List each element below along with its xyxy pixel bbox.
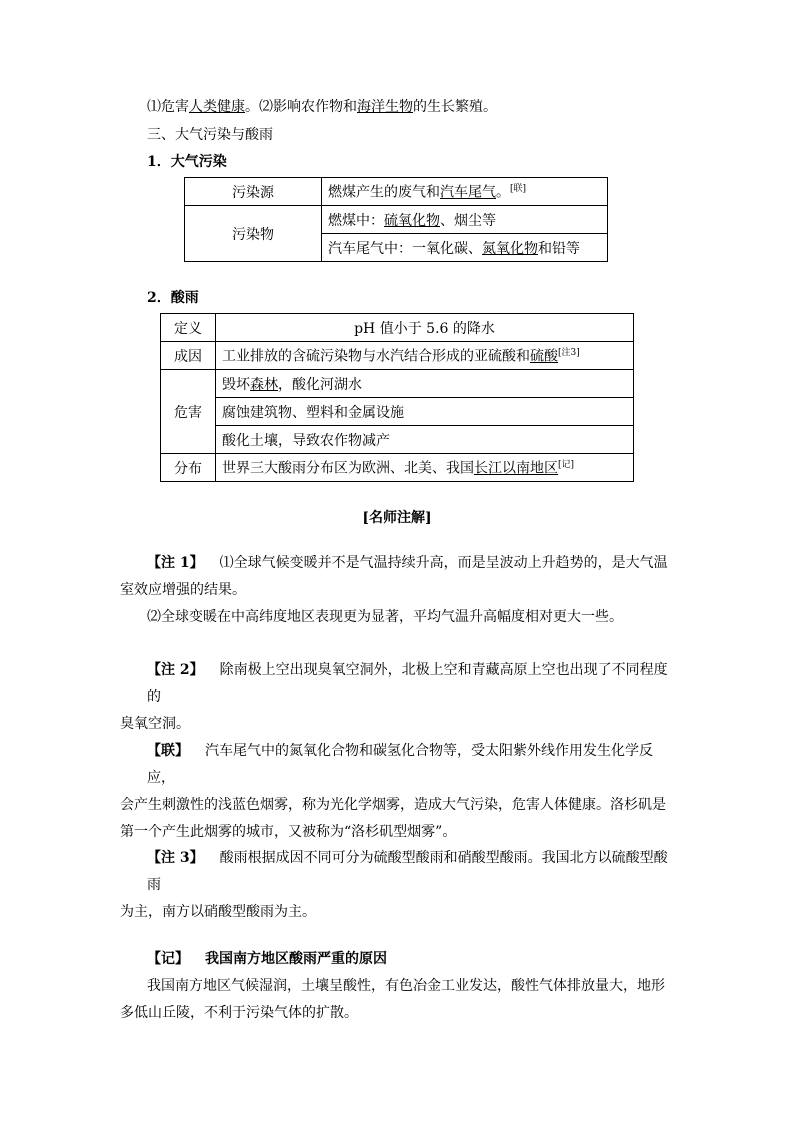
table-cell-value: 汽车尾气中：一氧化碳、氮氧化物和铅等 <box>322 234 608 262</box>
table-cell-value: 腐蚀建筑物、塑料和金属设施 <box>216 398 634 426</box>
table-cell-label: 分布 <box>161 454 216 482</box>
note-tag: 【注 2】 <box>147 662 204 678</box>
table-cell-value: 工业排放的含硫污染物与水汽结合形成的亚硫酸和硫酸[注3] <box>216 342 634 370</box>
notes-heading: [名师注解] <box>362 510 432 526</box>
table-cell-value: 酸化土壤，导致农作物减产 <box>216 426 634 454</box>
footnote-mark: [记] <box>558 460 575 471</box>
underlined-term: 人类健康 <box>189 99 245 115</box>
table-cell-label: 危害 <box>161 370 216 454</box>
table-row <box>185 206 608 234</box>
acid-rain-table <box>160 313 634 482</box>
note-tag: 【注 3】 <box>147 850 204 866</box>
table-cell-value: 世界三大酸雨分布区为欧洲、北美、我国长江以南地区[记] <box>216 454 634 482</box>
table-cell-value: 燃煤产生的废气和汽车尾气。[联] <box>322 178 608 206</box>
note-lian: 【联】 汽车尾气中的氮氧化合物和碳氢化合物等，受太阳紫外线作用发生化学反应， 会产生刺激性的浅蓝色烟雾，称为光化学烟雾，造成大气污染，危害人体健康。洛杉矶是 第一个产生此烟雾的城市，又被称为“洛杉矶型烟雾”。 <box>120 743 666 840</box>
table-cell-value: 燃煤中：硫氧化物、烟尘等 <box>322 206 608 234</box>
footnote-mark: [注3] <box>558 348 580 359</box>
underlined-term: 海洋生物 <box>357 99 413 115</box>
table-row <box>161 398 634 426</box>
note-3: 【注 3】 酸雨根据成因不同可分为硫酸型酸雨和硝酸型酸雨。我国北方以硫酸型酸雨 为主，南方以硝酸型酸雨为主。 <box>120 850 668 920</box>
note-tag: 【联】 <box>147 743 189 759</box>
note-tag: 【记】 <box>147 951 189 967</box>
health-impact-line: ⑴危害人类健康。⑵影响农作物和海洋生物的生长繁殖。 <box>147 99 497 115</box>
table-row <box>161 314 634 342</box>
note-tag: 【注 1】 <box>147 555 204 571</box>
footnote-mark: [联] <box>510 184 527 195</box>
note-ji-title: 我国南方地区酸雨严重的原因 <box>205 951 387 967</box>
subsection-2-title: 2．酸雨 <box>147 290 199 306</box>
table-cell-value: pH 值小于 5.6 的降水 <box>216 314 634 342</box>
note-2: 【注 2】 除南极上空出现臭氧空洞外，北极上空和青藏高原上空也出现了不同程度的 臭氧空洞。 <box>120 662 668 732</box>
note-ji: 【记】 我国南方地区酸雨严重的原因 我国南方地区气候湿润，土壤呈酸性，有色冶金工业发达，酸性气体排放量大，地形 多低山丘陵，不利于污染气体的扩散。 <box>120 951 665 1021</box>
section-3-title: 三、大气污染与酸雨 <box>147 127 273 143</box>
table-cell-label: 污染源 <box>185 178 322 206</box>
table-cell-label: 成因 <box>161 342 216 370</box>
table-row <box>161 370 634 398</box>
table-cell-label: 污染物 <box>185 206 322 262</box>
table-row <box>161 454 634 482</box>
table-cell-value: 毁坏森林，酸化河湖水 <box>216 370 634 398</box>
table-cell-label: 定义 <box>161 314 216 342</box>
note-1: 【注 1】 ⑴全球气候变暖并不是气温持续升高，而是呈波动上升趋势的，是大气温 室效应增强的结果。 ⑵全球变暖在中高纬度地区表现更为显著，平均气温升高幅度相对更大一些。 <box>120 555 668 625</box>
table-row <box>161 342 634 370</box>
air-pollution-table <box>184 177 608 262</box>
table-row <box>185 178 608 206</box>
subsection-1-title: 1．大气污染 <box>147 154 227 170</box>
table-row <box>161 426 634 454</box>
